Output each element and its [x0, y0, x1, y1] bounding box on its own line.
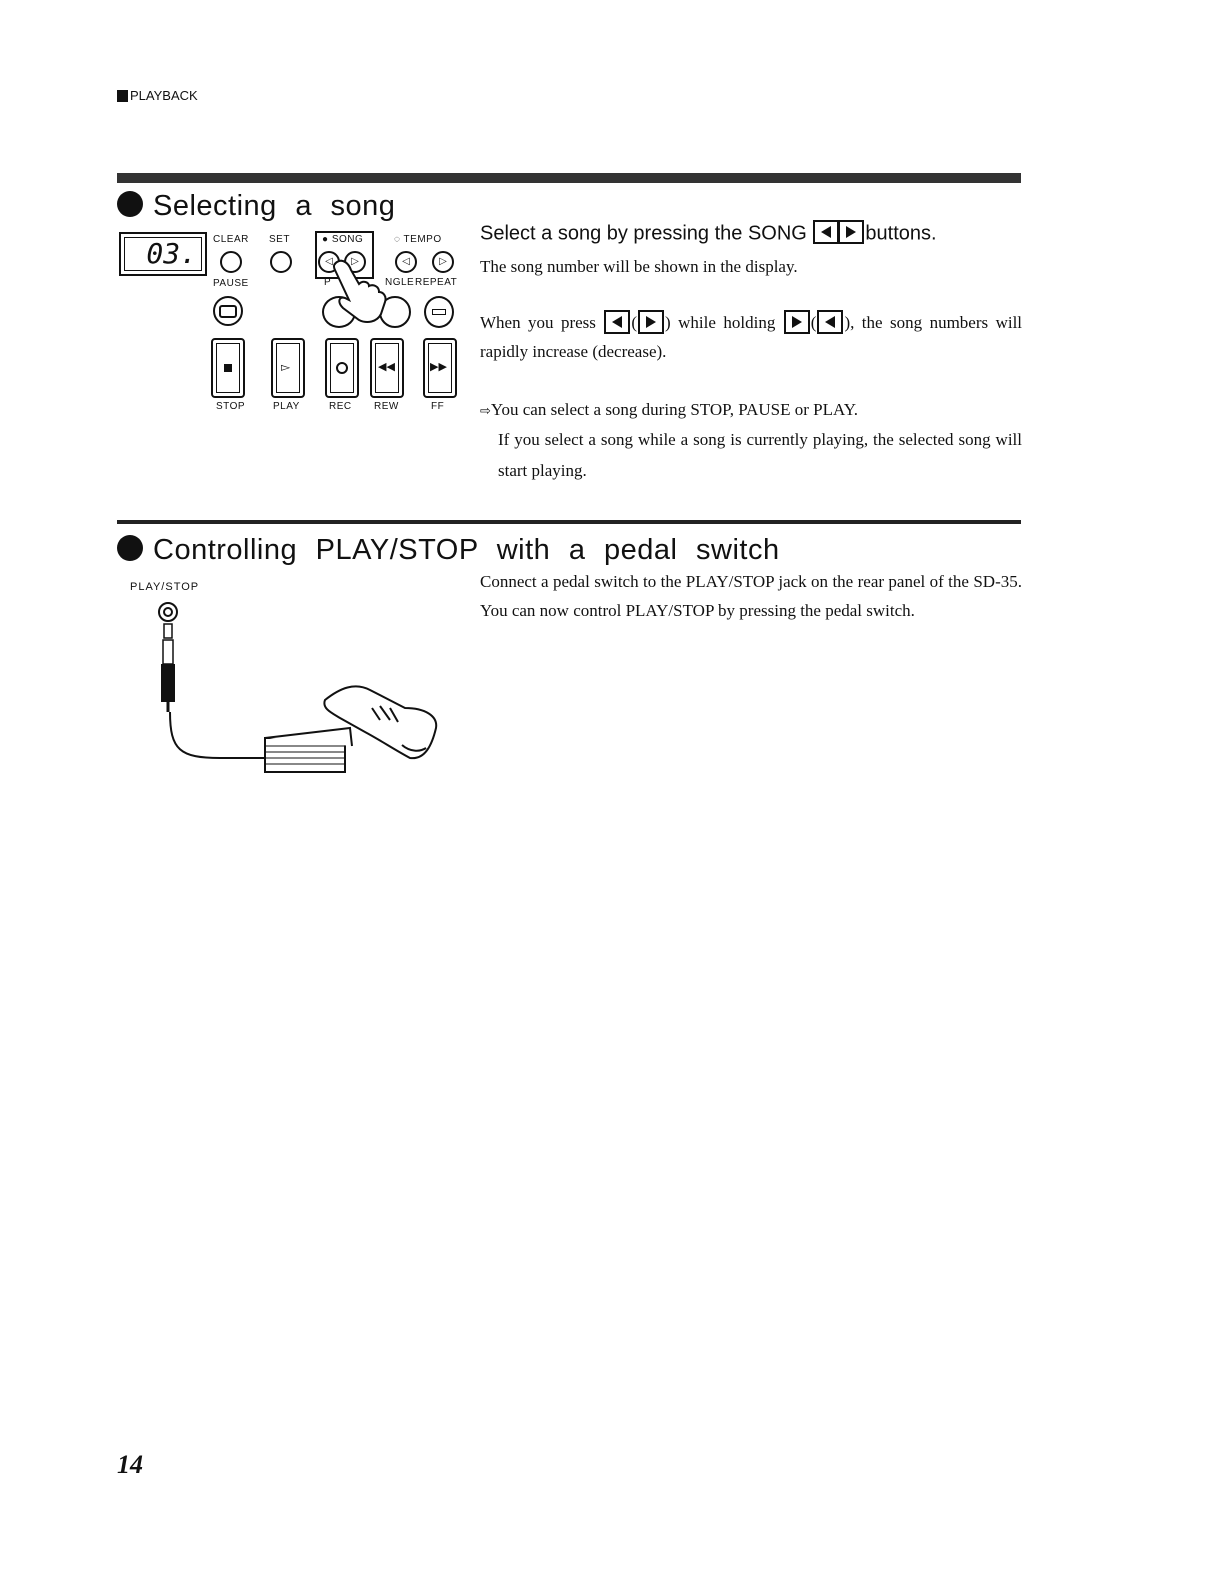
ff-label: FF [431, 401, 445, 412]
left-arrow-button-icon [604, 310, 630, 334]
play-label: PLAY [273, 401, 300, 412]
song-label: ● SONG [322, 234, 364, 245]
section1-lead: Select a song by pressing the SONG buttons. [480, 222, 937, 246]
rew-button[interactable] [370, 338, 404, 398]
play-button[interactable] [271, 338, 305, 398]
rew-icon: ◀◀ [378, 361, 395, 373]
led-display-value: 03. [146, 237, 197, 270]
clear-button[interactable] [220, 251, 242, 273]
section-rule-2 [117, 520, 1021, 524]
tempo-label: ◌ TEMPO [394, 234, 442, 245]
ff-button[interactable] [423, 338, 457, 398]
pedal-illustration [140, 600, 460, 780]
rec-label: REC [329, 401, 352, 412]
section1-note: ⇨You can select a song during STOP, PAUSE or PLAY. [480, 400, 859, 419]
section1-p1: The song number will be shown in the display. [480, 257, 798, 276]
clear-label: CLEAR [213, 234, 249, 245]
play-icon: ▻ [281, 360, 291, 374]
ff-icon: ▶▶ [430, 361, 447, 373]
left-arrow-button-icon [817, 310, 843, 334]
section2-title-text: Controlling PLAY/STOP with a pedal switch [153, 534, 780, 566]
section2-text: Connect a pedal switch to the PLAY/STOP jack on the rear panel of the SD-35. You can now control PLAY/STOP by pressing the pedal switch. [480, 572, 1022, 620]
jack-label: PLAY/STOP [130, 581, 200, 593]
song-down-button[interactable]: ◁ [318, 251, 340, 273]
rec-button[interactable] [325, 338, 359, 398]
song-up-button[interactable]: ▷ [344, 251, 366, 273]
stop-label: STOP [216, 401, 246, 412]
left-arrow-button-icon [813, 220, 839, 244]
page-number: 14 [117, 1450, 143, 1479]
section-rule-top [117, 173, 1021, 183]
section1-p2: When you press ( ) while holding ( ), the song numbers will rapidly increase (decrease). [480, 308, 1022, 366]
bullet-square-icon [117, 90, 128, 102]
tempo-up-button[interactable]: ▷ [432, 251, 454, 273]
section-label: PLAYBACK [130, 88, 198, 103]
stop-icon [224, 364, 232, 372]
tempo-down-button[interactable]: ◁ [395, 251, 417, 273]
bullet-dot-icon [117, 535, 143, 561]
right-arrow-button-icon [638, 310, 664, 334]
rew-label: REW [374, 401, 399, 412]
repeat-button[interactable] [424, 296, 454, 328]
led-display [119, 232, 207, 276]
repeat-label: REPEAT [415, 277, 458, 288]
pattern-label: P [324, 277, 332, 288]
pause-label: PAUSE [213, 278, 249, 289]
note-arrow-icon: ⇨ [480, 403, 491, 418]
pointing-hand-icon [329, 256, 389, 326]
bullet-dot-icon [117, 191, 143, 217]
jack-icon [159, 603, 177, 712]
single-label: NGLE [385, 277, 415, 288]
pause-button[interactable] [213, 296, 243, 326]
set-label: SET [269, 234, 290, 245]
pedal-icon [265, 728, 352, 772]
stop-button[interactable] [211, 338, 245, 398]
section1-title-text: Selecting a song [153, 190, 396, 222]
control-panel-illustration [117, 228, 462, 418]
right-arrow-button-icon [784, 310, 810, 334]
right-arrow-button-icon [838, 220, 864, 244]
section-header [117, 88, 198, 103]
section2-title [117, 534, 780, 567]
set-button[interactable] [270, 251, 292, 273]
section1-note2: If you select a song while a song is currently playing, the selected song will start playing. [498, 430, 1022, 480]
rec-icon [336, 362, 348, 374]
section1-title [117, 190, 395, 223]
